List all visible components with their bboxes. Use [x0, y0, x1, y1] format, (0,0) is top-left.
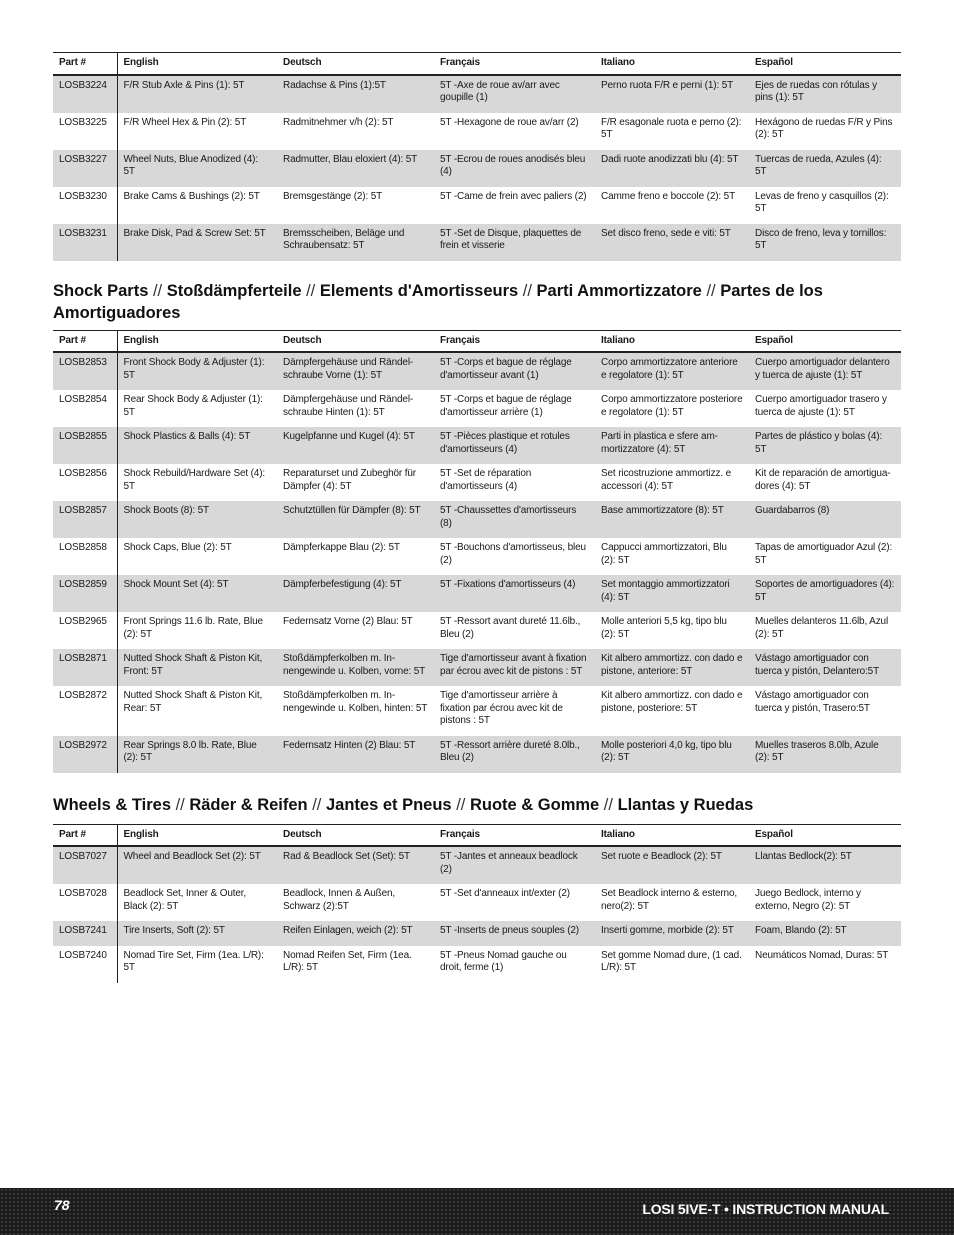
column-header-francais: Français [440, 334, 480, 346]
cell-italiano: Corpo ammortizzatore anteriore e regolatore (1): 5T [595, 352, 749, 390]
cell-english: Tire Inserts, Soft (2): 5T [117, 921, 277, 946]
cell-deutsch: Dämpfergehäuse und Rändel-schraube Hinten (1): 5T [283, 394, 414, 418]
cell-part-number: LOSB2858 [53, 538, 117, 575]
table-row [53, 390, 901, 427]
column-header-part-number: Part # [53, 824, 117, 846]
heading-separator: // [701, 281, 721, 300]
column-header-part-number: Part # [53, 330, 117, 352]
column-header-italiano: Italiano [601, 828, 635, 840]
cell-deutsch: Bremsscheiben, Beläge und Schraubensatz: 5T [277, 224, 434, 261]
cell-english: Rear Shock Body & Adjuster (1): 5T [123, 394, 263, 418]
cell-italiano: Dadi ruote anodizzati blu (4): 5T [595, 150, 749, 187]
cell-italiano: F/R esagonale ruota e perno (2): 5T [601, 116, 742, 140]
cell-english: Nomad Tire Set, Firm (1ea. L/R): 5T [123, 949, 264, 973]
cell-deutsch: Rad & Beadlock Set (Set): 5T [277, 846, 434, 884]
cell-italiano: Molle anteriori 5,5 kg, tipo blu (2): 5T [601, 616, 727, 640]
cell-deutsch: Federnsatz Vorne (2) Blau: 5T [283, 616, 413, 627]
wheels-tires-heading [53, 794, 901, 816]
table-row [53, 501, 901, 538]
column-header-english: English [123, 828, 159, 840]
cell-francais: 5T -Ressort arrière dureté 8.0lb., Bleu (2) [434, 736, 595, 773]
cell-deutsch: Schutztüllen für Dämpfer (8): 5T [277, 501, 434, 538]
table-row [53, 686, 901, 736]
cell-francais: 5T -Ecrou de roues anodisés bleu (4) [434, 150, 595, 187]
shock-parts-table [53, 330, 901, 773]
cell-part-number: LOSB2859 [53, 575, 117, 612]
table-header-row [53, 53, 901, 75]
cell-italiano: Set gomme Nomad dure, (1 cad. L/R): 5T [601, 949, 742, 973]
cell-part-number: LOSB2856 [53, 464, 117, 501]
heading-separator: // [171, 795, 190, 814]
cell-deutsch: Stoßdämpferkolben m. In-nengewinde u. Kolben, hinten: 5T [283, 690, 428, 714]
column-header-deutsch: Deutsch [283, 828, 322, 840]
cell-english: Nutted Shock Shaft & Piston Kit, Rear: 5T [123, 690, 263, 714]
cell-italiano: Base ammortizzatore (8): 5T [595, 501, 749, 538]
cell-deutsch: Reifen Einlagen, weich (2): 5T [277, 921, 434, 946]
cell-espanol: Tapas de amortiguador Azul (2): 5T [755, 542, 893, 566]
cell-italiano: Parti in plastica e sfere am-mortizzatore (4): 5T [595, 427, 749, 464]
heading-part: Ruote & Gomme [469, 795, 600, 814]
heading-part: Jantes et Pneus [325, 795, 452, 814]
cell-part-number: LOSB2854 [53, 390, 117, 427]
cell-part-number: LOSB2855 [53, 427, 117, 464]
column-header-deutsch: Deutsch [283, 57, 322, 68]
cell-francais: 5T -Ressort avant dureté 11.6lb., Bleu (2) [440, 616, 581, 640]
cell-part-number: LOSB3225 [53, 113, 117, 150]
cell-part-number: LOSB2872 [53, 686, 117, 736]
table-row [53, 921, 901, 946]
table-row [53, 150, 901, 187]
manual-title: LOSI 5IVE-T • INSTRUCTION MANUAL [642, 1201, 889, 1217]
table-row [53, 113, 901, 150]
cell-italiano: Corpo ammortizzatore posteriore e regolatore (1): 5T [601, 394, 743, 418]
table-row [53, 575, 901, 612]
heading-part: Elements d'Amortisseurs [319, 281, 519, 300]
cell-english: Wheel and Beadlock Set (2): 5T [117, 846, 277, 884]
wheels-tires-table [53, 824, 901, 983]
column-header-part-number: Part # [53, 53, 117, 75]
cell-espanol: Levas de freno y casquillos (2): 5T [755, 190, 889, 214]
cell-francais: Tige d'amortisseur avant à fixation par écrou avec kit de pistons : 5T [434, 649, 595, 686]
cell-espanol: Hexágono de ruedas F/R y Pins (2): 5T [755, 116, 893, 140]
parts-page [53, 52, 901, 983]
cell-italiano: Kit albero ammortizz. con dado e pistone, anteriore: 5T [595, 649, 749, 686]
cell-part-number: LOSB2857 [53, 501, 117, 538]
cell-espanol: Partes de plástico y bolas (4): 5T [749, 427, 901, 464]
cell-english: Front Shock Body & Adjuster (1): 5T [117, 352, 277, 390]
cell-part-number: LOSB3227 [53, 150, 117, 187]
cell-english: F/R Stub Axle & Pins (1): 5T [117, 75, 277, 113]
cell-italiano: Molle posteriori 4,0 kg, tipo blu (2): 5T [595, 736, 749, 773]
cell-english: F/R Wheel Hex & Pin (2): 5T [123, 116, 247, 128]
cell-francais: 5T -Chaussettes d'amortisseurs (8) [434, 501, 595, 538]
table-row [53, 946, 901, 983]
cell-francais: 5T -Bouchons d'amortisseus, bleu (2) [440, 542, 586, 566]
cell-espanol: Disco de freno, leva y tornillos: 5T [749, 224, 901, 261]
cell-espanol: Tuercas de rueda, Azules (4): 5T [749, 150, 901, 187]
cell-italiano: Cappucci ammortizzatori, Blu (2): 5T [601, 542, 727, 566]
cell-espanol: Muelles traseros 8.0lb, Azule (2): 5T [749, 736, 901, 773]
cell-deutsch: Dämpferbefestigung (4): 5T [277, 575, 434, 612]
heading-separator: // [307, 795, 326, 814]
cell-part-number: LOSB2871 [53, 649, 117, 686]
heading-separator: // [148, 281, 167, 300]
brake-parts-table [53, 52, 901, 261]
heading-separator: // [599, 795, 618, 814]
column-header-francais: Français [440, 57, 480, 68]
cell-espanol: Vástago amortiguador con tuerca y pistón, Trasero:5T [755, 690, 870, 714]
page-footer [0, 1188, 954, 1235]
cell-english: Shock Caps, Blue (2): 5T [123, 542, 232, 553]
table-row [53, 464, 901, 501]
cell-espanol: Foam, Blando (2): 5T [749, 921, 901, 946]
table-row [53, 538, 901, 575]
cell-italiano: Camme freno e boccole (2): 5T [601, 190, 736, 202]
cell-francais: 5T -Set de réparation d'amortisseurs (4) [440, 468, 532, 492]
cell-part-number: LOSB2853 [53, 352, 117, 390]
cell-deutsch: Kugelpfanne und Kugel (4): 5T [277, 427, 434, 464]
cell-italiano: Set disco freno, sede e viti: 5T [595, 224, 749, 261]
cell-espanol: Vástago amortiguador con tuerca y pistón, Delantero:5T [749, 649, 901, 686]
cell-english: Shock Boots (8): 5T [117, 501, 277, 538]
table-row [53, 352, 901, 390]
cell-english: Shock Rebuild/Hardware Set (4): 5T [123, 468, 266, 492]
cell-espanol: Cuerpo amortiguador delantero y tuerca de ajuste (1): 5T [749, 352, 901, 390]
cell-italiano: Set ruote e Beadlock (2): 5T [595, 846, 749, 884]
cell-espanol: Soportes de amortiguadores (4): 5T [749, 575, 901, 612]
cell-italiano: Set montaggio ammortizzatori (4): 5T [595, 575, 749, 612]
heading-part: Llantas y Ruedas [617, 795, 754, 814]
heading-part: Räder & Reifen [189, 795, 308, 814]
table-row [53, 75, 901, 113]
cell-espanol: Cuerpo amortiguador trasero y tuerca de ajuste (1): 5T [755, 394, 887, 418]
cell-espanol: Neumáticos Nomad, Duras: 5T [755, 949, 889, 961]
cell-english: Shock Plastics & Balls (4): 5T [117, 427, 277, 464]
column-header-english: English [123, 334, 159, 346]
cell-italiano: Kit albero ammortizz. con dado e pistone, posteriore: 5T [601, 690, 743, 714]
heading-part: Stoßdämpferteile [166, 281, 302, 300]
cell-deutsch: Dämpfergehäuse und Rändel-schraube Vorne (1): 5T [277, 352, 434, 390]
heading-separator: // [451, 795, 470, 814]
cell-part-number: LOSB3224 [53, 75, 117, 113]
heading-part: Wheels & Tires [53, 795, 171, 814]
table-row [53, 846, 901, 884]
cell-part-number: LOSB7028 [53, 884, 117, 921]
cell-english: Brake Cams & Bushings (2): 5T [123, 190, 260, 202]
cell-deutsch: Nomad Reifen Set, Firm (1ea. L/R): 5T [283, 949, 412, 973]
column-header-deutsch: Deutsch [283, 334, 322, 346]
cell-espanol: Llantas Bedlock(2): 5T [749, 846, 901, 884]
cell-deutsch: Radmitnehmer v/h (2): 5T [283, 116, 394, 128]
heading-part: Partes de los Amortiguadores [53, 281, 823, 322]
cell-part-number: LOSB7027 [53, 846, 117, 884]
table-row [53, 427, 901, 464]
cell-english: Shock Mount Set (4): 5T [117, 575, 277, 612]
cell-francais: 5T -Jantes et anneaux beadlock (2) [434, 846, 595, 884]
cell-espanol: Ejes de ruedas con rótulas y pins (1): 5T [749, 75, 901, 113]
cell-english: Beadlock Set, Inner & Outer, Black (2): 5T [123, 888, 247, 912]
heading-separator: // [518, 281, 537, 300]
heading-separator: // [301, 281, 320, 300]
shock-parts-heading [53, 280, 901, 324]
column-header-italiano: Italiano [601, 334, 635, 346]
cell-part-number: LOSB2965 [53, 612, 117, 649]
cell-francais: 5T -Pneus Nomad gauche ou droit, ferme (1) [440, 949, 567, 973]
cell-francais: 5T -Corps et bague de réglage d'amortisseur arrière (1) [440, 394, 572, 418]
cell-francais: 5T -Hexagone de roue av/arr (2) [440, 116, 579, 128]
column-header-italiano: Italiano [601, 57, 635, 68]
table-header-row [53, 824, 901, 846]
cell-italiano: Set ricostruzione ammortizz. e accessori (4): 5T [601, 468, 731, 492]
column-header-espanol: Español [755, 57, 793, 68]
cell-francais: 5T -Inserts de pneus souples (2) [434, 921, 595, 946]
cell-francais: 5T -Came de frein avec paliers (2) [440, 190, 587, 202]
cell-italiano: Inserti gomme, morbide (2): 5T [595, 921, 749, 946]
table-row [53, 612, 901, 649]
table-row [53, 884, 901, 921]
cell-part-number: LOSB3231 [53, 224, 117, 261]
cell-francais: 5T -Set d'anneaux int/exter (2) [440, 888, 570, 899]
cell-espanol: Guardabarros (8) [749, 501, 901, 538]
cell-part-number: LOSB2972 [53, 736, 117, 773]
table-row [53, 649, 901, 686]
cell-espanol: Juego Bedlock, interno y externo, Negro (2): 5T [755, 888, 861, 912]
cell-francais: 5T -Fixations d'amortisseurs (4) [434, 575, 595, 612]
cell-espanol: Kit de reparación de amortigua-dores (4): 5T [755, 468, 891, 492]
cell-english: Nutted Shock Shaft & Piston Kit, Front: 5T [117, 649, 277, 686]
column-header-english: English [123, 57, 159, 68]
heading-part: Parti Ammortizzatore [536, 281, 702, 300]
cell-francais: Tige d'amortisseur arrière à fixation par écrou avec kit de pistons : 5T [440, 690, 563, 726]
cell-italiano: Set Beadlock interno & esterno, nero(2): 5T [601, 888, 737, 912]
cell-francais: 5T -Axe de roue av/arr avec goupille (1) [434, 75, 595, 113]
table-row [53, 736, 901, 773]
column-header-francais: Français [440, 828, 480, 840]
cell-deutsch: Federnsatz Hinten (2) Blau: 5T [277, 736, 434, 773]
table-row [53, 187, 901, 224]
column-header-espanol: Español [755, 828, 793, 840]
cell-francais: 5T -Pièces plastique et rotules d'amortisseurs (4) [434, 427, 595, 464]
cell-italiano: Perno ruota F/R e perni (1): 5T [595, 75, 749, 113]
table-row [53, 224, 901, 261]
cell-deutsch: Beadlock, Innen & Außen, Schwarz (2):5T [283, 888, 396, 912]
column-header-espanol: Español [755, 334, 793, 346]
cell-deutsch: Reparaturset und Zubeghör für Dämpfer (4): 5T [283, 468, 416, 492]
cell-part-number: LOSB3230 [53, 187, 117, 224]
cell-english: Brake Disk, Pad & Screw Set: 5T [117, 224, 277, 261]
cell-deutsch: Bremsgestänge (2): 5T [283, 190, 383, 202]
cell-english: Front Springs 11.6 lb. Rate, Blue (2): 5T [123, 616, 263, 640]
cell-deutsch: Dämpferkappe Blau (2): 5T [283, 542, 400, 553]
cell-english: Rear Springs 8.0 lb. Rate, Blue (2): 5T [117, 736, 277, 773]
cell-deutsch: Radachse & Pins (1):5T [277, 75, 434, 113]
cell-francais: 5T -Set de Disque, plaquettes de frein et visserie [434, 224, 595, 261]
cell-part-number: LOSB7241 [53, 921, 117, 946]
cell-deutsch: Stoßdämpferkolben m. In-nengewinde u. Kolben, vorne: 5T [277, 649, 434, 686]
table-header-row [53, 330, 901, 352]
cell-deutsch: Radmutter, Blau eloxiert (4): 5T [277, 150, 434, 187]
heading-part: Shock Parts [53, 281, 149, 300]
cell-english: Wheel Nuts, Blue Anodized (4): 5T [117, 150, 277, 187]
cell-francais: 5T -Corps et bague de réglage d'amortisseur avant (1) [434, 352, 595, 390]
cell-part-number: LOSB7240 [53, 946, 117, 983]
page-number: 78 [54, 1197, 70, 1213]
cell-espanol: Muelles delanteros 11.6lb, Azul (2): 5T [755, 616, 889, 640]
